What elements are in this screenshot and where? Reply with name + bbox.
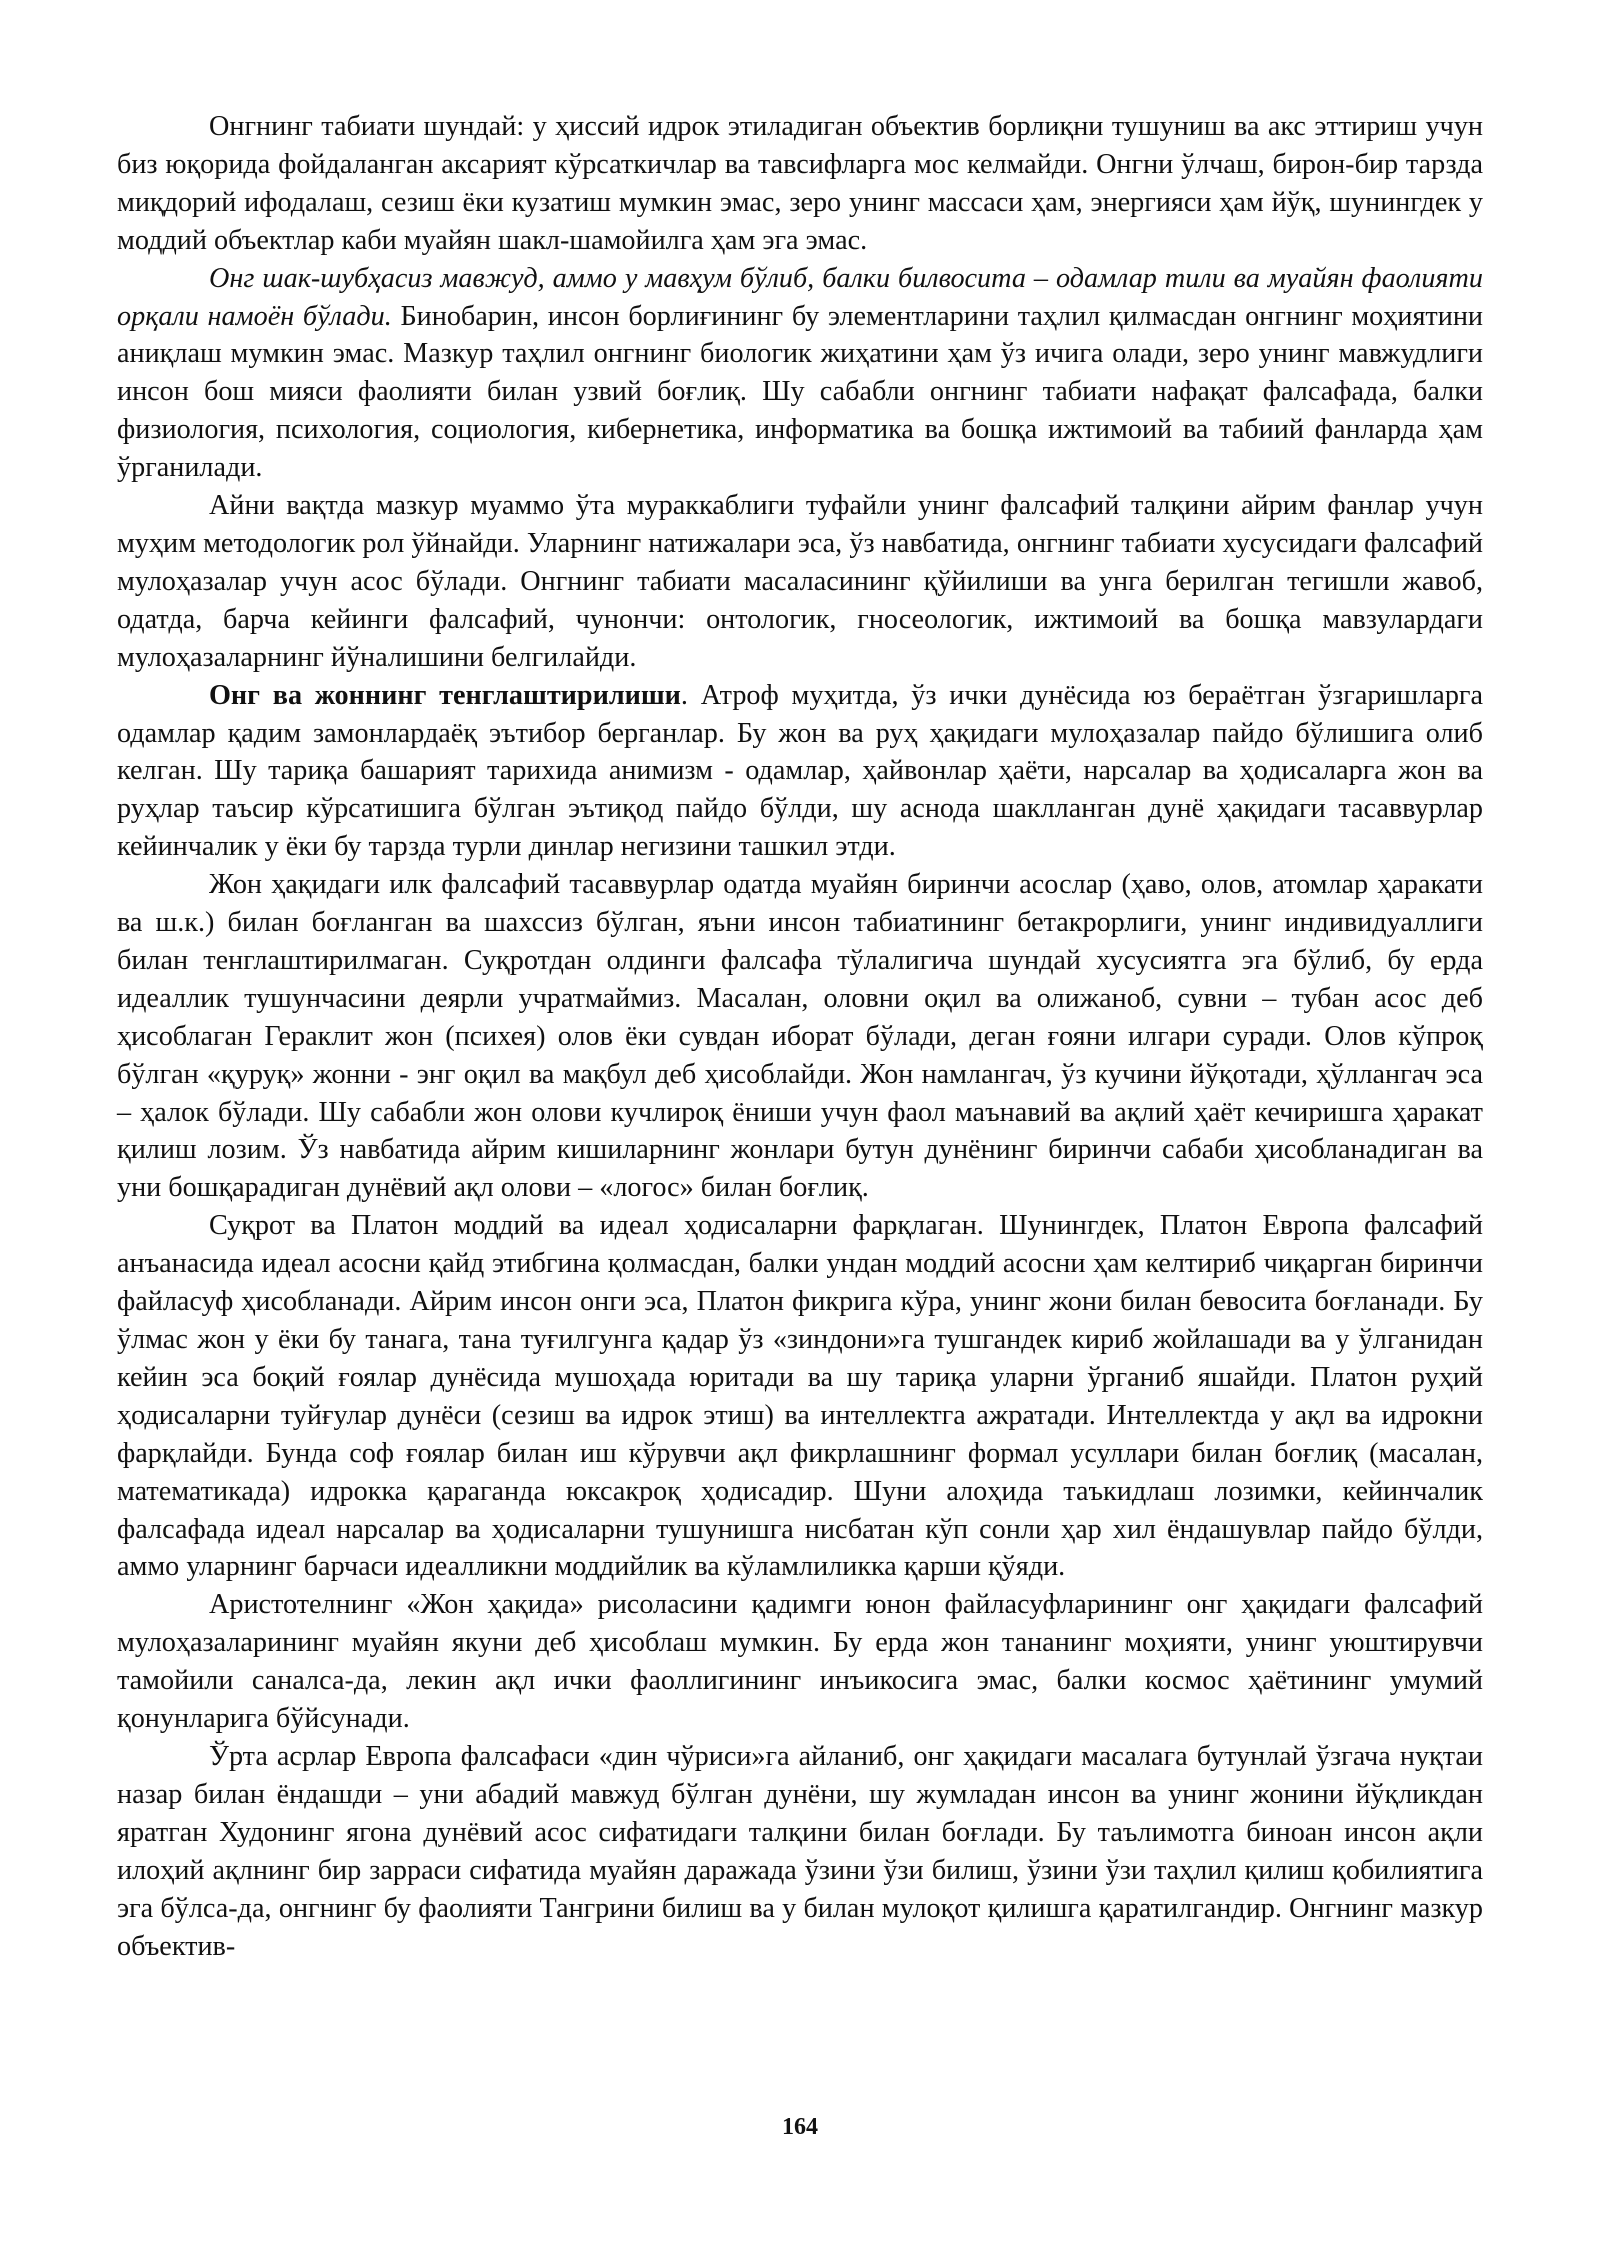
section-heading: Онг ва жоннинг тенглаштирилиши: [209, 679, 681, 711]
paragraph-3: [117, 487, 1483, 677]
paragraph-8-text: Ўрта асрлар Европа фалсафаси «дин чўриси»га айланиб, онг ҳақидаги масалага бутунлай ўзгача нуқтаи назар билан ёндашди – уни абадий мавжуд бўлган дунёни, шу жумладан инсон ва унинг жонини йўқликдан яратган Худонинг ягона дунёвий асос сифатидаги талқини билан боғлади. Бу таълимотга биноан инсон ақли илоҳий ақлнинг бир зарраси сифатида муайян даражада ўзини ўзи билиш, ўзини ўзи таҳлил қилиш қобилиятига эга бўлса-да, онгнинг бу фаолияти Тангрини билиш ва у билан мулоқот қилишга қаратилгандир. Онгнинг мазкур объектив-: [117, 1740, 1483, 1962]
paragraph-1: [117, 108, 1483, 260]
paragraph-8: [117, 1738, 1483, 1965]
paragraph-7-text: Аристотелнинг «Жон ҳақида» рисоласини қадимги юнон файласуфларининг онг ҳақидаги фалсафий мулоҳазаларининг муайян якуни деб ҳисоблаш мумкин. Бу ерда жон тананинг моҳияти, унинг уюштирувчи тамойили саналса-да, лекин ақл ички фаоллигининг инъикосига эмас, балки космос ҳаётининг умумий қонунларига бўйсунади.: [117, 1589, 1483, 1735]
paragraph-3-text: Айни вақтда мазкур муаммо ўта мураккаблиги туфайли унинг фалсафий талқини айрим фанлар учун муҳим методологик рол ўйнайди. Уларнинг натижалари эса, ўз навбатида, онгнинг табиати хусусидаги фалсафий мулоҳазалар учун асос бўлади. Онгнинг табиати масаласининг қўйилиши ва унга берилган тегишли жавоб, одатда, барча кейинги фалсафий, чунончи: онтологик, гносеологик, ижтимоий ва бошқа мавзулардаги мулоҳазаларнинг йўналишини белгилайди.: [117, 490, 1483, 673]
paragraph-2: [117, 260, 1483, 487]
paragraph-5-text: Жон ҳақидаги илк фалсафий тасаввурлар одатда муайян биринчи асослар (ҳаво, олов, атомлар ҳаракати ва ш.к.) билан боғланган ва шахссиз бўлган, яъни инсон табиатининг бетакрорлиги, унинг индивидуаллиги билан тенглаштирилмаган. Суқротдан олдинги фалсафа тўлалигича шундай хусусиятга эга бўлиб, бу ерда идеаллик тушунчасини деярли учратмаймиз. Масалан, оловни оқил ва олижаноб, сувни – тубан асос деб ҳисоблаган Гераклит жон (психея) олов ёки сувдан иборат бўлади, деган ғояни илгари суради. Олов кўпроқ бўлган «қуруқ» жонни - энг оқил ва мақбул деб ҳисоблайди. Жон намлангач, ўз кучини йўқотади, ҳўллангач эса – ҳалок бўлади. Шу сабабли жон олови кучлироқ ёниши учун фаол маънавий ва ақлий ҳаёт кечиришга ҳаракат қилиш лозим. Ўз навбатида айрим кишиларнинг жонлари бутун дунёнинг биринчи сабаби ҳисобланадиган ва уни бошқарадиган дунёвий ақл олови – «логос» билан боғлиқ.: [117, 869, 1483, 1204]
paragraph-2-text: Бинобарин, инсон борлиғининг бу элементларини таҳлил қилмасдан онгнинг моҳиятини аниқлаш мумкин эмас. Мазкур таҳлил онгнинг биологик жиҳатини ҳам ўз ичига олади, зеро унинг мавжудлиги инсон бош мияси фаолияти билан узвий боғлиқ. Шу сабабли онгнинг табиати нафақат фалсафада, балки физиология, психология, социология, кибернетика, информатика ва бошқа ижтимоий ва табиий фанларда ҳам ўрганилади.: [117, 300, 1483, 484]
paragraph-6-text: Суқрот ва Платон моддий ва идеал ҳодисаларни фарқлаган. Шунингдек, Платон Европа фалсафий анъанасида идеал асосни қайд этибгина қолмасдан, балки ундан моддий асосни ҳам келтириб чиқарган биринчи файласуф ҳисобланади. Айрим инсон онги эса, Платон фикрига кўра, унинг жони билан бевосита боғланади. Бу ўлмас жон у ёки бу танага, тана туғилгунга қадар ўз «зиндони»га тушгандек кириб жойлашади ва у ўлганидан кейин эса боқий ғоялар дунёсида мушоҳада юритади ва шу тариқа уларни ўрганиб яшайди. Платон руҳий ҳодисаларни туйғулар дунёси (сезиш ва идрок этиш) ва интеллектга ажратади. Интеллектда у ақл ва идрокни фарқлайди. Бунда соф ғоялар билан иш кўрувчи ақл фикрлашнинг формал усуллари билан боғлиқ (масалан, математикада) идрокка қараганда юксакроқ ҳодисадир. Шуни алоҳида таъкидлаш лозимки, кейинчалик фалсафада идеал нарсалар ва ҳодисаларни тушунишга нисбатан кўп сонли ҳар хил ёндашувлар пайдо бўлди, аммо уларнинг барчаси идеалликни моддийлик ва кўламлиликка қарши қўяди.: [117, 1210, 1483, 1583]
paragraph-6: [117, 1207, 1483, 1586]
document-body: [117, 108, 1483, 1965]
page-number: 164: [782, 2114, 818, 2140]
paragraph-7: [117, 1586, 1483, 1738]
paragraph-1-text: Онгнинг табиати шундай: у ҳиссий идрок этиладиган объектив борлиқни тушуниш ва акс эттириш учун биз юқорида фойдаланган аксарият кўрсаткичлар ва тавсифларга мос келмайди. Онгни ўлчаш, бирон-бир тарзда миқдорий ифодалаш, сезиш ёки кузатиш мумкин эмас, зеро унинг массаси ҳам, энергияси ҳам йўқ, шунингдек у моддий объектлар каби муайян шакл-шамойилга ҳам эга эмас.: [117, 111, 1483, 256]
paragraph-5: [117, 866, 1483, 1207]
paragraph-2-emphasis: Онг шак-шубҳасиз мавжуд, аммо у мавҳум бўлиб, балки билвосита – одамлар тили ва муайян фаолияти орқали намоён бўлади.: [117, 262, 1483, 332]
paragraph-4-text: . Атроф муҳитда, ўз ички дунёсида юз бераётган ўзгаришларга одамлар қадим замонлардаёқ эътибор берганлар. Бу жон ва руҳ ҳақидаги мулоҳазалар пайдо бўлишига олиб келган. Шу тариқа башарият тарихида анимизм - одамлар, ҳайвонлар ҳаёти, нарсалар ва ҳодисаларга жон ва руҳлар таъсир кўрсатишига бўлган эътиқод пайдо бўлди, шу аснода шаклланган дунё ҳақидаги тасаввурлар кейинчалик у ёки бу тарзда турли динлар негизини ташкил этди.: [117, 679, 1483, 863]
paragraph-4: [117, 677, 1483, 867]
